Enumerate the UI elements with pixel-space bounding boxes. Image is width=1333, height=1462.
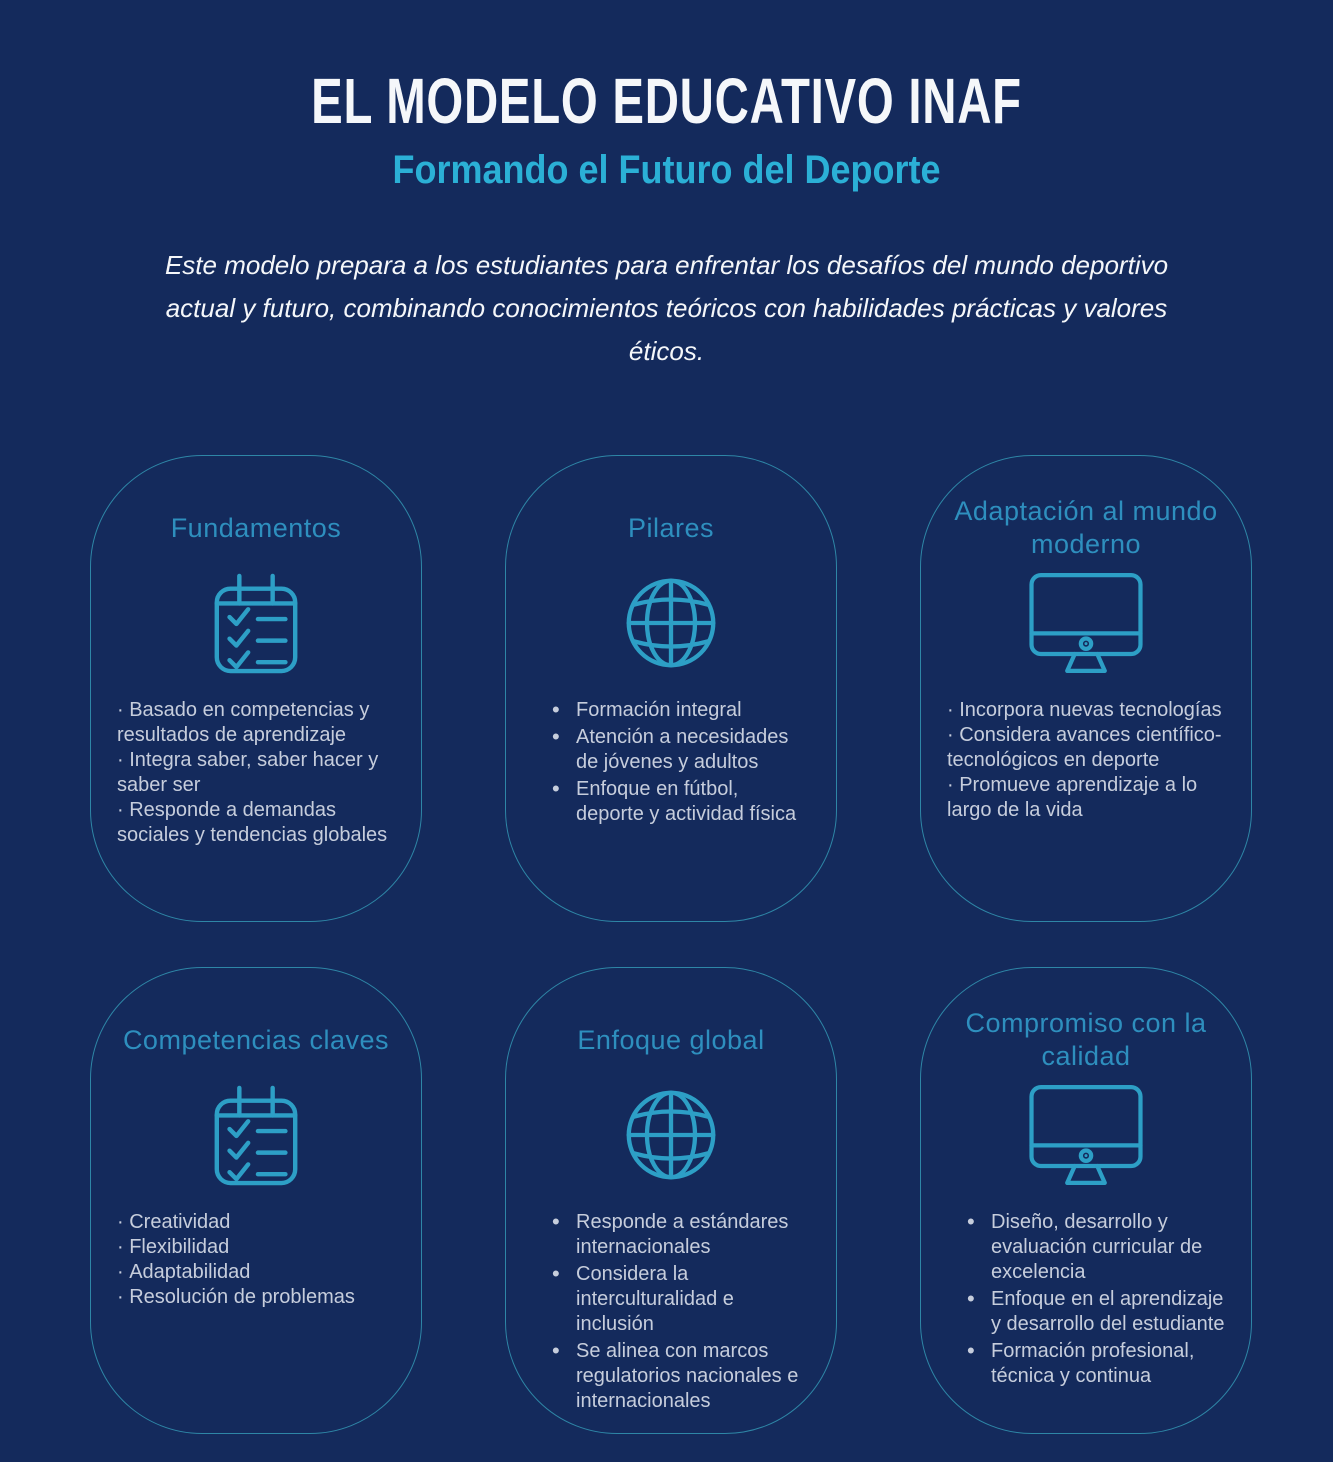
- bullet-item: · Creatividad: [117, 1210, 395, 1235]
- bullet-item: • Enfoque en el aprendizaje y desarrollo del estudiante: [965, 1287, 1225, 1337]
- card-bullet-list: [947, 1210, 1225, 1391]
- card-competencias-claves: [90, 967, 422, 1434]
- header: [0, 66, 1333, 373]
- card-fundamentos: [90, 455, 422, 922]
- bullet-item: · Responde a demandas sociales y tendencias globales: [117, 798, 395, 848]
- page-title: EL MODELO EDUCATIVO INAF: [311, 65, 1022, 137]
- card-bullet-list: [117, 1210, 395, 1310]
- card-title-zone: [947, 968, 1225, 1076]
- bullet-item: · Incorpora nuevas tecnologías: [947, 698, 1225, 723]
- card-title-zone: [532, 968, 810, 1076]
- card-icon-zone: [117, 564, 395, 682]
- card-title: Pilares: [627, 512, 715, 543]
- bullet-item: · Integra saber, saber hacer y saber ser: [117, 748, 395, 798]
- card-bullet-list: [532, 698, 810, 829]
- card-enfoque-global: [505, 967, 837, 1434]
- globe-icon: [623, 1087, 719, 1183]
- monitor-icon: [1024, 1081, 1148, 1189]
- card-title: Compromiso con la calidad: [965, 1008, 1207, 1072]
- bullet-item: • Diseño, desarrollo y evaluación curricular de excelencia: [965, 1210, 1225, 1285]
- bullet-item: · Considera avances científico-tecnológicos en deporte: [947, 723, 1225, 773]
- card-title: Fundamentos: [170, 512, 342, 543]
- card-adaptacion-mundo-moderno: [920, 455, 1252, 922]
- bullet-item: · Resolución de problemas: [117, 1285, 395, 1310]
- bullet-item: · Basado en competencias y resultados de aprendizaje: [117, 698, 395, 748]
- bullet-item: • Formación profesional, técnica y continua: [965, 1339, 1225, 1389]
- card-icon-zone: [117, 1076, 395, 1194]
- intro-paragraph: Este modelo prepara a los estudiantes para enfrentar los desafíos del mundo deportivo actual y futuro, combinando conocimientos teóricos con habilidades prácticas y valores éticos.: [164, 250, 1169, 367]
- card-title-zone: [117, 456, 395, 564]
- card-title-zone: [532, 456, 810, 564]
- bullet-item: • Considera la interculturalidad e inclusión: [550, 1262, 810, 1337]
- card-title: Enfoque global: [577, 1024, 765, 1055]
- page-subtitle: Formando el Futuro del Deporte: [392, 148, 941, 193]
- bullet-item: • Atención a necesidades de jóvenes y adultos: [550, 725, 810, 775]
- card-title: Competencias claves: [122, 1024, 390, 1055]
- card-icon-zone: [947, 1076, 1225, 1194]
- card-bullet-list: [117, 698, 395, 848]
- card-title-zone: [947, 456, 1225, 564]
- cards-grid: [90, 455, 1333, 1434]
- card-icon-zone: [532, 564, 810, 682]
- card-icon-zone: [947, 564, 1225, 682]
- bullet-item: · Adaptabilidad: [117, 1260, 395, 1285]
- card-title-zone: [117, 968, 395, 1076]
- card-icon-zone: [532, 1076, 810, 1194]
- bullet-item: • Se alinea con marcos regulatorios nacionales e internacionales: [550, 1339, 810, 1414]
- bullet-item: · Promueve aprendizaje a lo largo de la vida: [947, 773, 1225, 823]
- card-title: Adaptación al mundo moderno: [954, 496, 1218, 560]
- bullet-item: • Responde a estándares internacionales: [550, 1210, 810, 1260]
- card-pilares: [505, 455, 837, 922]
- globe-icon: [623, 575, 719, 671]
- bullet-item: · Flexibilidad: [117, 1235, 395, 1260]
- card-compromiso-calidad: [920, 967, 1252, 1434]
- bullet-item: • Enfoque en fútbol, deporte y actividad física: [550, 777, 810, 827]
- card-bullet-list: [532, 1210, 810, 1416]
- bullet-item: • Formación integral: [550, 698, 810, 723]
- checklist-icon: [207, 569, 305, 677]
- card-bullet-list: [947, 698, 1225, 823]
- checklist-icon: [207, 1081, 305, 1189]
- monitor-icon: [1024, 569, 1148, 677]
